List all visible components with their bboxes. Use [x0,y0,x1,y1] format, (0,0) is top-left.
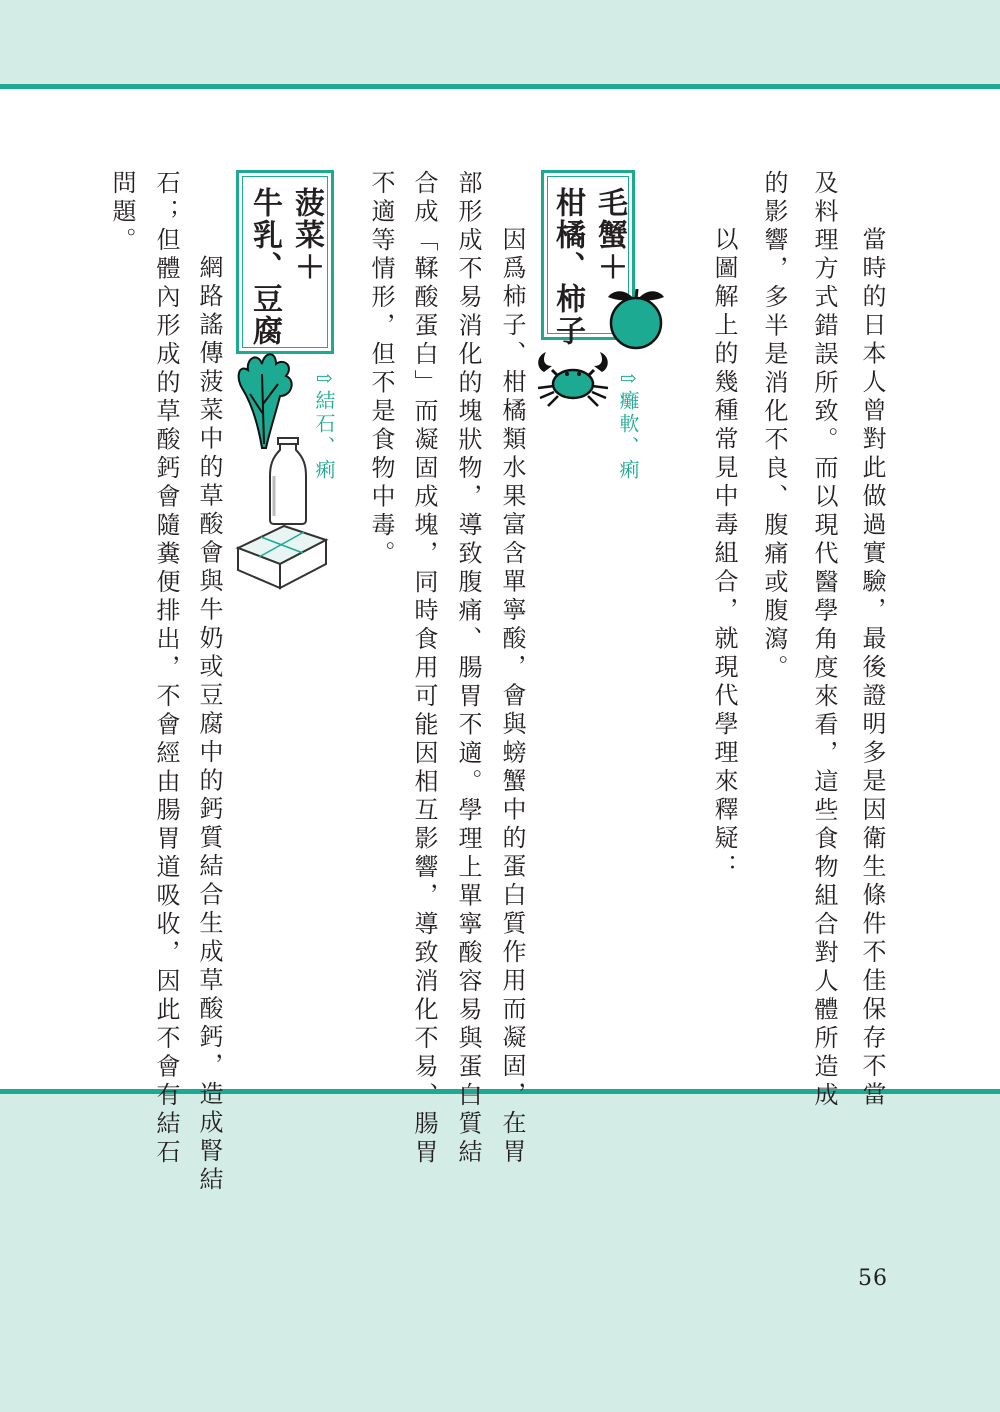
section1-tag: ⇧癱軟、痢 [616,370,640,482]
intro-col-2: 及料理方式錯誤所致。而以現代醫學角度來看，這些食物組合對人體所造成 [810,170,838,1111]
section2-tag: ⇧結石、痢 [312,370,336,482]
section1-col-2: 部形成不易消化的塊狀物，導致腹痛、腸胃不適。學理上單寧酸容易與蛋白質結 [454,170,482,1168]
section2-col-3: 問題。 [108,170,136,256]
section1-col-3: 合成「鞣酸蛋白」而凝固成塊，同時食用可能因相互影響，導致消化不易、腸胃 [410,170,438,1168]
intro-col-4: 以圖解上的幾種常見中毒組合，就現代學理來釋疑： [710,198,738,882]
tofu-icon [234,518,330,592]
section1-title-line2: 柑橘、柿子 [550,187,585,347]
section1-title-line1: 毛蟹＋ [592,187,627,283]
section1-col-1: 因爲柿子、柑橘類水果富含單寧酸，會與螃蟹中的蛋白質作用而凝固，在胃 [498,198,526,1167]
milk-bottle-icon [266,436,310,526]
section2-col-1: 網路謠傳菠菜中的草酸會與牛奶或豆腐中的鈣質結合生成草酸鈣，造成腎結 [195,226,223,1195]
page-number: 56 [858,1266,888,1291]
intro-col-3: 的影響，多半是消化不良、腹痛或腹瀉。 [760,170,788,683]
intro-col-1: 當時的日本人曾對此做過實驗，最後證明多是因衛生條件不佳保存不當 [858,198,886,1110]
section2-heading-box [236,170,334,354]
crab-icon [530,344,616,410]
section1-col-4: 不適等情形，但不是食物中毒。 [367,170,395,569]
section2-title-line2: 牛乳、豆腐 [247,187,282,347]
section2-col-2: 石；但體內形成的草酸鈣會隨糞便排出，不會經由腸胃道吸收，因此不會有結石 [152,170,180,1168]
persimmon-icon [604,283,666,353]
section2-title-line1: 菠菜＋ [289,187,324,283]
top-band [0,0,1000,86]
